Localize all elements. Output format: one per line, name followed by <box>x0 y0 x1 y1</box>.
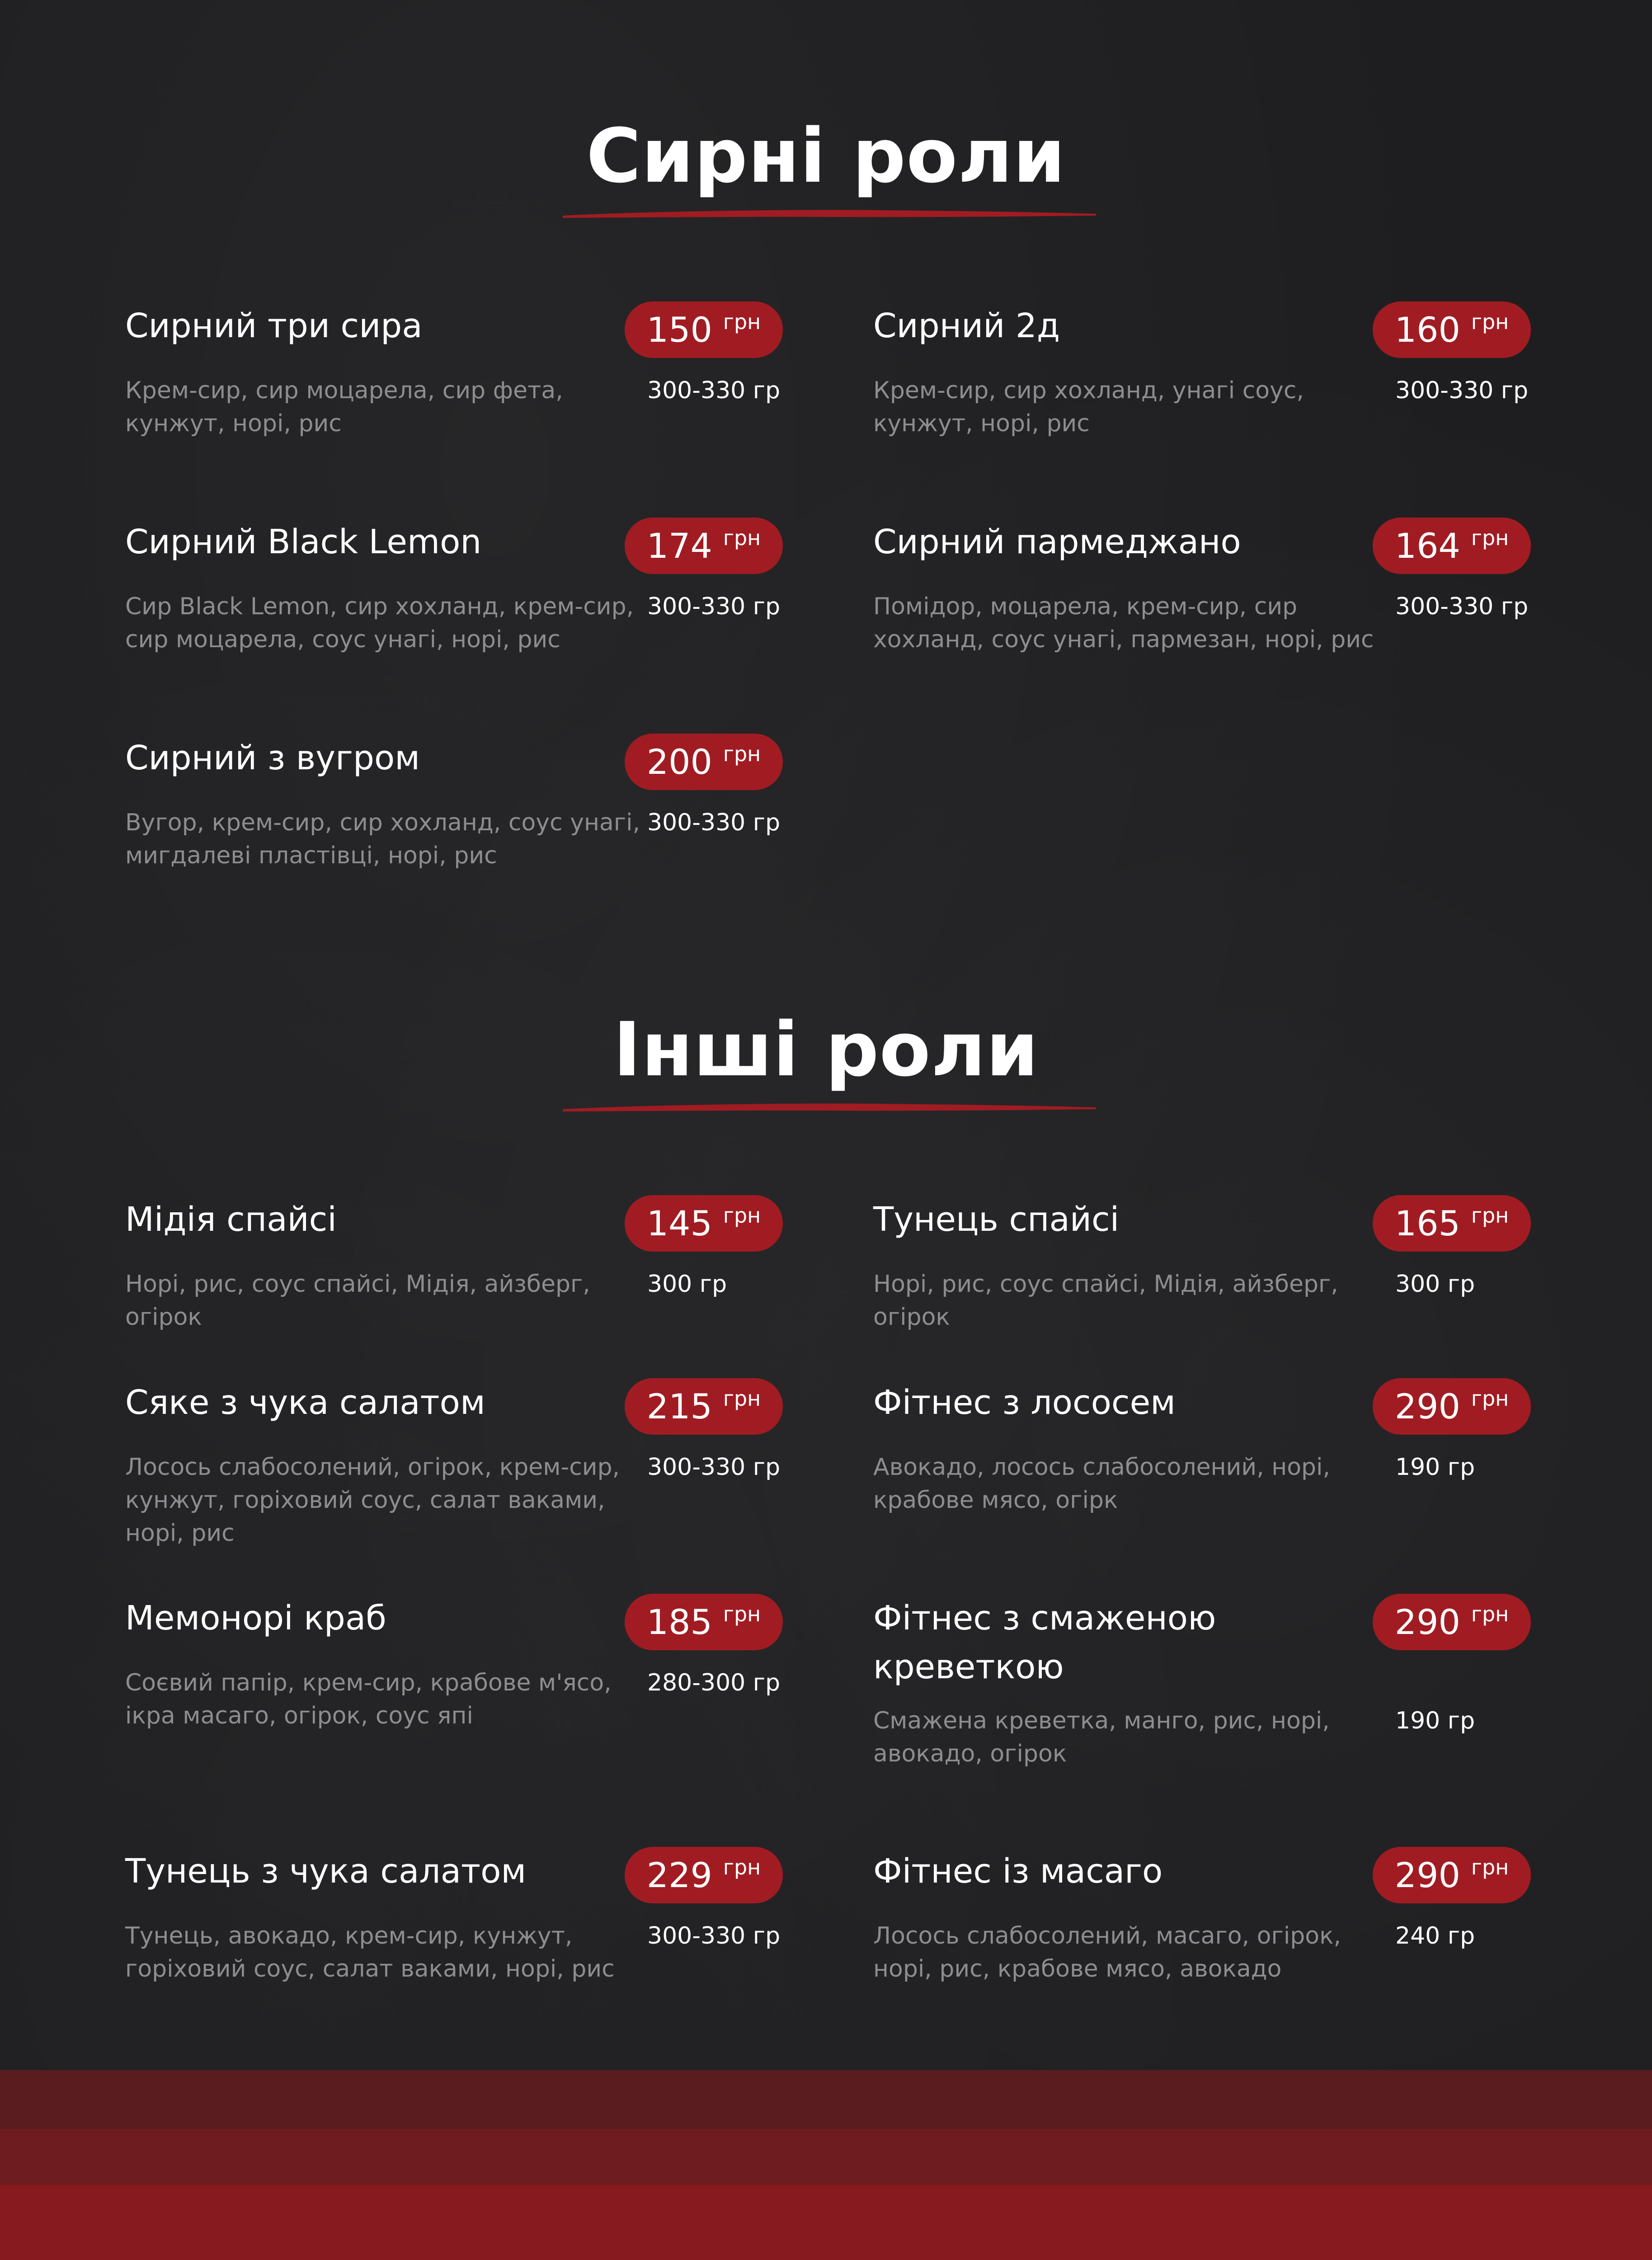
item-name: Сирний з вугром <box>125 739 420 777</box>
item-name: Сирний Black Lemon <box>125 523 482 561</box>
price-value: 229 <box>646 1855 712 1895</box>
section-title: Інші роли <box>613 1006 1039 1093</box>
price-value: 174 <box>646 526 712 566</box>
item-description: Соєвий папір, крем-сир, крабове м'ясо, ікра масаго, огірок, соус япі <box>125 1669 612 1729</box>
price-currency: грн <box>1471 309 1509 334</box>
price-badge <box>625 1378 783 1435</box>
price-value: 164 <box>1394 526 1460 566</box>
item-weight: 300 гр <box>1395 1271 1475 1298</box>
item-name: Тунець з чука салатом <box>125 1852 527 1891</box>
item-name: Тунець спайсі <box>873 1200 1120 1239</box>
price-value: 290 <box>1394 1602 1460 1642</box>
price-value: 215 <box>646 1386 712 1427</box>
price-badge <box>625 1847 783 1903</box>
item-description: Лосось слабосолений, масаго, огірок, норі, рис, крабове мясо, авокадо <box>873 1922 1341 1982</box>
item-weight: 300-330 гр <box>647 593 781 620</box>
item-description: Вугор, крем-сир, сир хохланд, соус унагі, мигдалеві пластівці, норі, рис <box>125 809 640 869</box>
price-badge <box>625 518 783 574</box>
item-weight: 300 гр <box>647 1271 727 1298</box>
item-weight: 190 гр <box>1395 1454 1475 1481</box>
item-description: Тунець, авокадо, крем-сир, кунжут, горіховий соус, салат ваками, норі, рис <box>125 1922 615 1982</box>
item-description: Смажена креветка, манго, рис, норі, авокадо, огірок <box>873 1707 1330 1767</box>
price-currency: грн <box>723 525 761 550</box>
item-weight: 240 гр <box>1395 1922 1475 1949</box>
price-currency: грн <box>723 1601 761 1626</box>
item-name: Сирний 2д <box>873 306 1060 345</box>
item-description: Лосось слабосолений, огірок, крем-сир, кунжут, горіховий соус, салат ваками, норі, рис <box>125 1454 620 1547</box>
price-badge <box>1373 1195 1531 1252</box>
price-badge <box>1373 301 1531 358</box>
price-value: 200 <box>646 742 712 782</box>
item-weight: 300-330 гр <box>647 1922 781 1949</box>
price-currency: грн <box>1471 1386 1509 1411</box>
item-description: Крем-сир, сир хохланд, унагі соус, кунжут, норі, рис <box>873 377 1304 437</box>
price-currency: грн <box>723 1386 761 1411</box>
footer-band <box>0 2070 1652 2260</box>
brush-underline <box>563 1099 1096 1117</box>
item-description: Норі, рис, соус спайсі, Мідія, айзберг, огірок <box>873 1271 1338 1331</box>
item-name: Сирний три сира <box>125 306 423 345</box>
price-badge <box>1373 1594 1531 1650</box>
price-currency: грн <box>1471 1855 1509 1879</box>
price-currency: грн <box>723 309 761 334</box>
section-title: Сирні роли <box>586 113 1066 199</box>
item-weight: 190 гр <box>1395 1707 1475 1734</box>
item-name: Фітнес з смаженою креветкою <box>873 1599 1216 1686</box>
price-currency: грн <box>723 1855 761 1879</box>
price-badge <box>625 1594 783 1650</box>
price-badge <box>625 301 783 358</box>
item-weight: 300-330 гр <box>647 809 781 836</box>
price-badge <box>1373 518 1531 574</box>
item-description: Авокадо, лосось слабосолений, норі, крабове мясо, огірк <box>873 1454 1331 1514</box>
price-currency: грн <box>1471 1601 1509 1626</box>
price-badge <box>625 734 783 790</box>
item-description: Помідор, моцарела, крем-сир, сир хохланд, соус унагі, пармезан, норі, рис <box>873 593 1374 653</box>
price-value: 290 <box>1394 1386 1460 1427</box>
footer-stripe-mid <box>0 2129 1652 2185</box>
price-value: 165 <box>1394 1203 1460 1243</box>
item-weight: 300-330 гр <box>647 377 781 404</box>
price-currency: грн <box>723 1203 761 1228</box>
footer-stripe-dark <box>0 2070 1652 2129</box>
item-name: Сирний пармеджано <box>873 523 1241 561</box>
price-currency: грн <box>1471 525 1509 550</box>
item-weight: 280-300 гр <box>647 1669 781 1696</box>
item-weight: 300-330 гр <box>1395 593 1529 620</box>
item-description: Норі, рис, соус спайсі, Мідія, айзберг, огірок <box>125 1271 590 1331</box>
item-description: Сир Black Lemon, сир хохланд, крем-сир, сир моцарела, соус унагі, норі, рис <box>125 593 634 653</box>
price-value: 185 <box>646 1602 712 1642</box>
price-currency: грн <box>1471 1203 1509 1228</box>
item-name: Фітнес із масаго <box>873 1852 1163 1891</box>
item-weight: 300-330 гр <box>647 1454 781 1481</box>
price-currency: грн <box>723 741 761 766</box>
item-name: Мемонорі краб <box>125 1599 386 1638</box>
price-value: 150 <box>646 310 712 350</box>
brush-underline <box>563 206 1096 224</box>
price-badge <box>1373 1378 1531 1435</box>
item-name: Фітнес з лососем <box>873 1383 1176 1422</box>
item-weight: 300-330 гр <box>1395 377 1529 404</box>
price-value: 145 <box>646 1203 712 1243</box>
price-value: 160 <box>1394 310 1460 350</box>
item-description: Крем-сир, сир моцарела, сир фета, кунжут, норі, рис <box>125 377 563 437</box>
item-name: Сяке з чука салатом <box>125 1383 485 1422</box>
price-badge <box>625 1195 783 1252</box>
item-name: Мідія спайсі <box>125 1200 337 1239</box>
price-value: 290 <box>1394 1855 1460 1895</box>
price-badge <box>1373 1847 1531 1903</box>
